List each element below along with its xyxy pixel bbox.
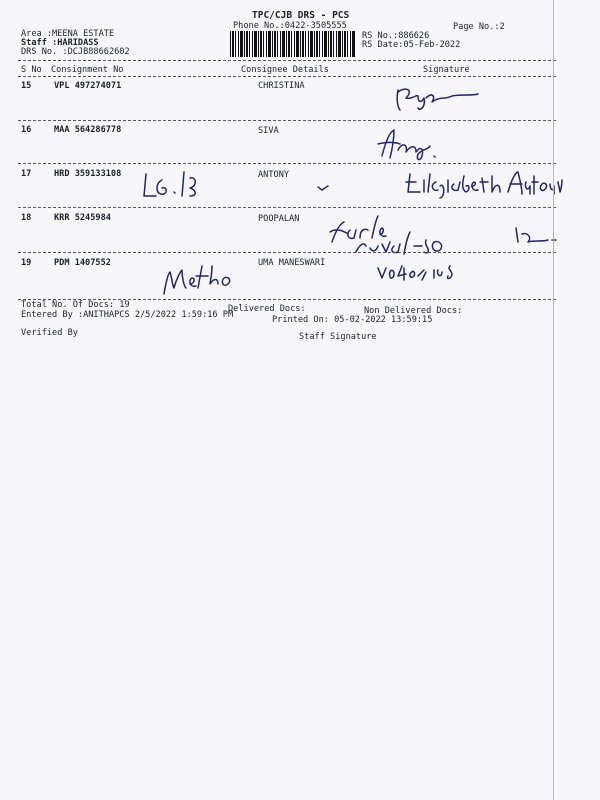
row-sno: 16: [21, 125, 32, 135]
delivered-docs: Delivered Docs:: [228, 304, 306, 314]
row-sno: 17: [21, 169, 32, 179]
handwritten-signature-icon: [158, 248, 240, 298]
rs-number: RS No.:886626: [362, 31, 430, 41]
row-sno: 19: [21, 258, 32, 268]
handwritten-signature-icon: [374, 262, 494, 284]
printed-on: Printed On: 05-02-2022 13:59:15: [272, 315, 433, 325]
scan-edge: [553, 0, 554, 800]
column-sno: S No: [21, 65, 42, 75]
divider: [18, 76, 556, 77]
row-consignment: HRD 359133108: [54, 169, 122, 179]
document-title: TPC/CJB DRS - PCS: [252, 10, 350, 21]
row-consignment: KRR 5245984: [54, 213, 111, 223]
divider: [18, 207, 556, 208]
row-consignee: UMA MANESWARI: [258, 258, 326, 268]
barcode-icon: [230, 31, 356, 57]
divider: [18, 163, 556, 164]
total-docs: Total No. Of Docs: 19: [21, 300, 130, 310]
column-consignment: Consignment No: [51, 65, 124, 75]
divider: [18, 120, 556, 121]
divider: [18, 252, 556, 253]
verified-by: Verified By: [21, 328, 78, 338]
row-consignment: VPL 497274071: [54, 81, 122, 91]
non-delivered-docs: Non Delivered Docs:: [364, 306, 463, 316]
handwritten-signature-icon: [392, 82, 487, 116]
row-consignee: SIVA: [258, 126, 279, 136]
area-field: Area :MEENA ESTATE: [21, 29, 115, 39]
page-number: Page No.:2: [453, 22, 505, 32]
row-consignment: PDM 1407552: [54, 258, 111, 268]
entered-by: Entered By :ANITHAPCS 2/5/2022 1:59:16 PM: [21, 310, 234, 320]
row-consignee: CHRISTINA: [258, 81, 305, 91]
handwritten-signature-icon: [372, 126, 452, 164]
drs-number: DRS No. :DCJB88662602: [21, 47, 130, 57]
row-consignee: POOPALAN: [258, 214, 300, 224]
handwritten-signature-icon: [140, 166, 220, 202]
row-sno: 18: [21, 213, 32, 223]
phone-number: Phone No.:0422-3505555: [233, 21, 347, 31]
row-sno: 15: [21, 81, 32, 91]
staff-field: Staff :HARIDASS: [21, 38, 99, 48]
tick-mark-icon: [316, 184, 330, 192]
row-consignment: MAA 564286778: [54, 125, 122, 135]
handwritten-signature-icon: [404, 168, 564, 202]
column-consignee: Consignee Details: [241, 65, 329, 75]
rs-date: RS Date:05-Feb-2022: [362, 40, 461, 50]
staff-signature: Staff Signature: [299, 332, 377, 342]
column-signature: Signature: [423, 65, 470, 75]
row-consignee: ANTONY: [258, 170, 290, 180]
divider: [18, 60, 556, 61]
